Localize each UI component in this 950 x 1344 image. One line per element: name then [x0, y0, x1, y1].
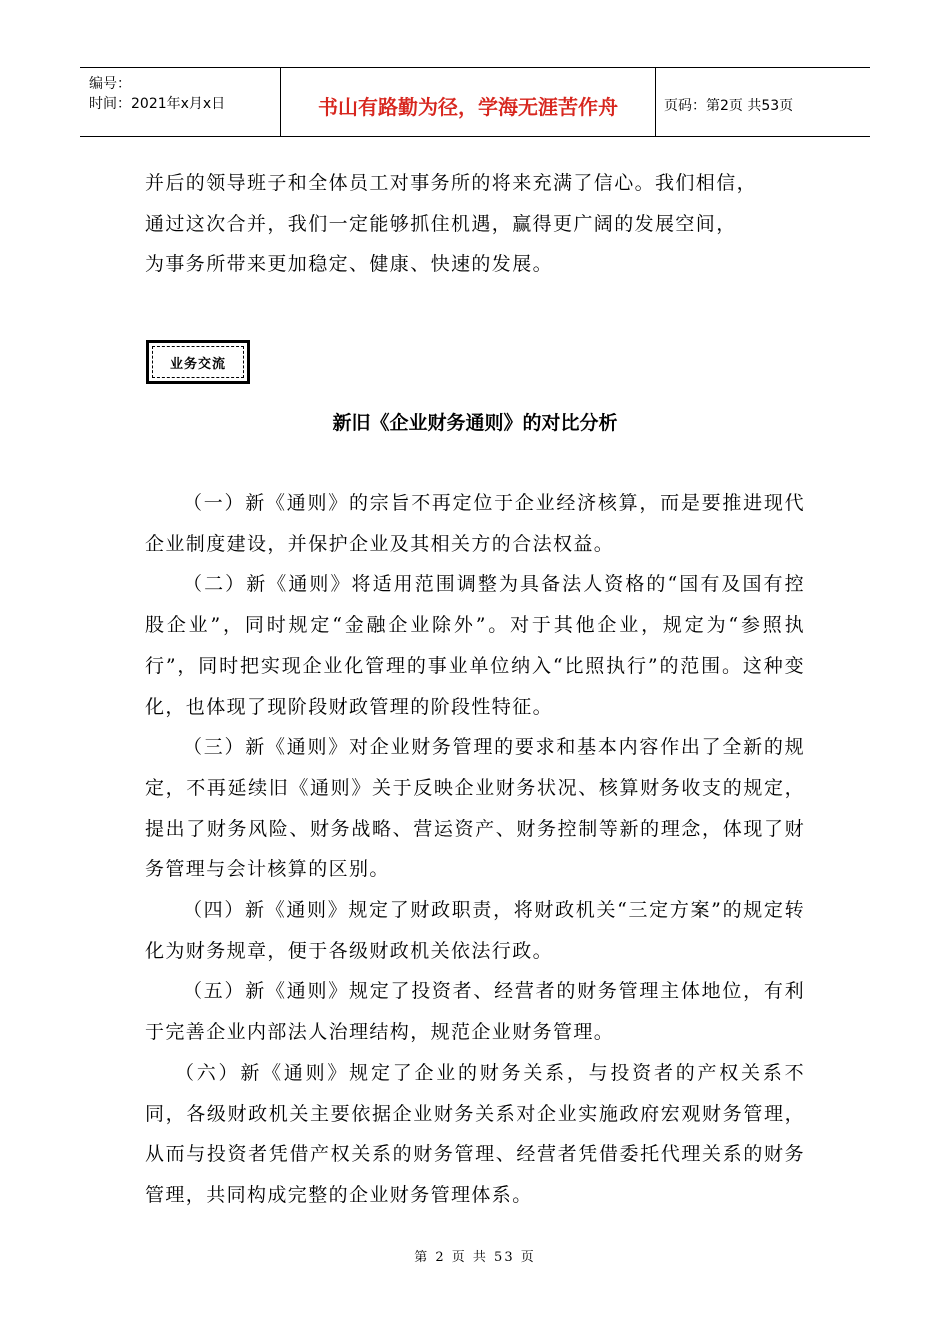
- article-paragraph-3: （三）新《通则》对企业财务管理的要求和基本内容作出了全新的规定，不再延续旧《通则》关于反映企业财务状况、核算财务收支的规定，提出了财务风险、财务战略、营运资产、财务控制等新的理念，体现了财务管理与会计核算的区别。: [145, 736, 805, 881]
- header-meta: [80, 68, 281, 136]
- section-stamp: [146, 340, 250, 384]
- article-paragraph-5: （五）新《通则》规定了投资者、经营者的财务管理主体地位，有利于完善企业内部法人治理结构，规范企业财务管理。: [145, 980, 805, 1044]
- article-title: 新旧《企业财务通则》的对比分析: [332, 412, 618, 434]
- stamp-text: 业务交流: [169, 356, 226, 372]
- article-paragraph-2: （二）新《通则》将适用范围调整为具备法人资格的“国有及国有控股企业”，同时规定“金融企业除外”。对于其他企业，规定为“参照执行”，同时把实现企业化管理的事业单位纳入“比照执行”的范围。这种变化，也体现了现阶段财政管理的阶段性特征。: [145, 573, 805, 718]
- article-body: [145, 483, 805, 1216]
- document-time-label: 时间：2021年x月x日: [89, 96, 226, 112]
- article-paragraph-6: （六）新《通则》规定了企业的财务关系，与投资者的产权关系不同，各级财政机关主要依据企业财务关系对企业实施政府宏观财务管理，从而与投资者凭借产权关系的财务管理、经营者凭借委托代理关系的财务管理，共同构成完整的企业财务管理体系。: [145, 1061, 805, 1206]
- intro-line: 为事务所带来更加稳定、健康、快速的发展。: [145, 253, 554, 276]
- header-page-info: 页码：第2页 共53页: [664, 98, 794, 114]
- page-footer: 第 2 页 共 53 页: [414, 1250, 536, 1265]
- article-paragraph-1: （一）新《通则》的宗旨不再定位于企业经济核算，而是要推进现代企业制度建设，并保护企业及其相关方的合法权益。: [145, 492, 805, 555]
- intro-line: 并后的领导班子和全体员工对事务所的将来充满了信心。我们相信，: [145, 172, 758, 194]
- article-paragraph-4: （四）新《通则》规定了财政职责，将财政机关“三定方案”的规定转化为财务规章，便于各级财政机关依法行政。: [145, 899, 805, 962]
- intro-paragraph: [145, 163, 805, 285]
- header-motto: 书山有路勤为径，学海无涯苦作舟: [281, 68, 656, 136]
- document-number-label: 编号：: [89, 76, 131, 92]
- page-header: [80, 67, 870, 137]
- intro-line: 通过这次合并，我们一定能够抓住机遇，赢得更广阔的发展空间，: [145, 212, 737, 235]
